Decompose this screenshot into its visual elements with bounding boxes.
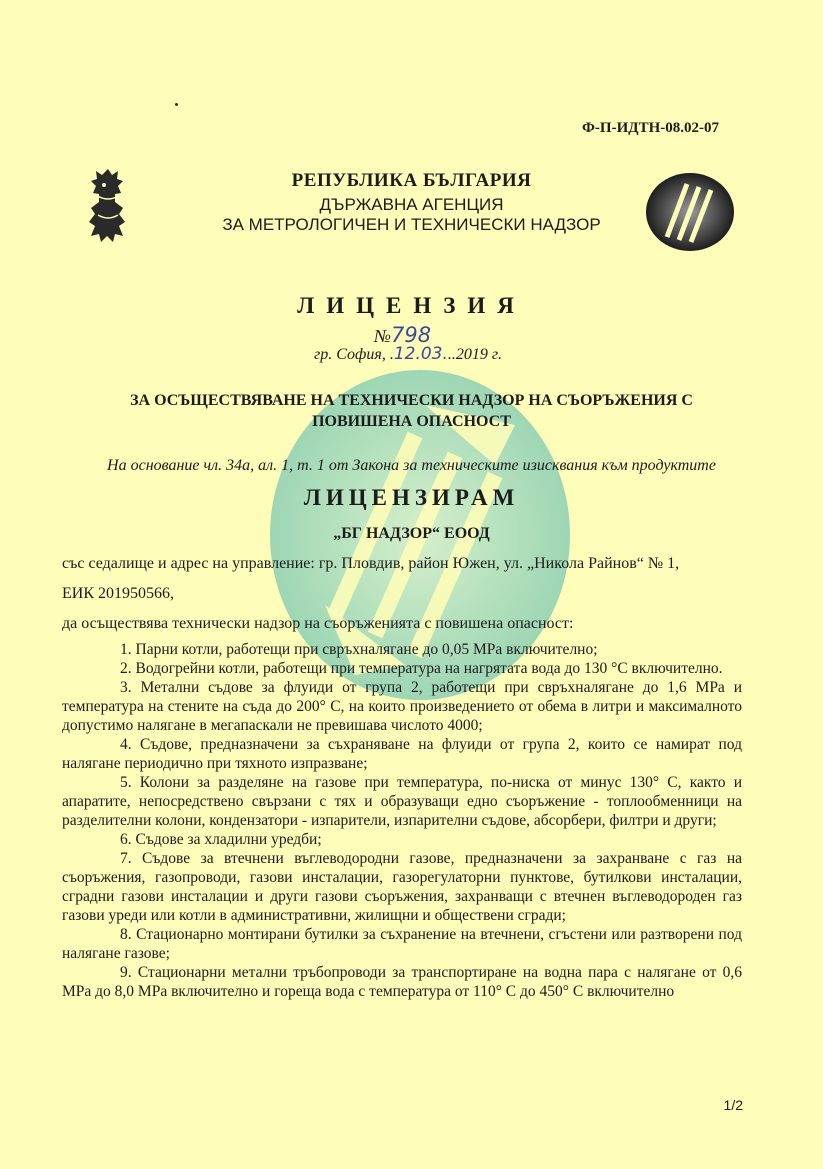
licensing-heading: ЛИЦЕНЗИРАМ: [303, 485, 520, 510]
scan-speck: [175, 103, 178, 106]
number-prefix: №: [374, 326, 391, 346]
list-item: 8. Стационарно монтирани бутилки за съхранение на втечнени, сгъстени или разтворени под налягане газове;: [62, 926, 742, 962]
page-number: 1/2: [723, 1097, 743, 1113]
agency-name-line2: ЗА МЕТРОЛОГИЧЕН И ТЕХНИЧЕСКИ НАДЗОР: [222, 215, 601, 234]
scope-intro: да осъществява технически надзор на съоръженията с повишена опасност:: [62, 615, 574, 632]
list-item: 2. Водогрейни котли, работещи при температура на нагрятата вода до 130 °С включително.: [120, 660, 723, 677]
handwritten-date: 12.03.: [393, 344, 448, 364]
republic-heading: РЕПУБЛИКА БЪЛГАРИЯ: [291, 170, 532, 191]
handwritten-number: 798: [390, 323, 432, 347]
list-item: 1. Парни котли, работещи при свръхналягане до 0,05 МРа включително;: [120, 641, 598, 658]
date-prefix: гр. София, .: [314, 346, 394, 363]
company-eik: ЕИК 201950566,: [62, 585, 174, 602]
list-item: 3. Метални съдове за флуиди от група 2, работещи при свръхналягане до 1,6 МРа и температура на стените на съда до 200° С, на които произведението от обема в литри и максималното допустимо налягане в мегапаскали не превишава числото 4000;: [62, 679, 742, 734]
license-date: [314, 344, 502, 364]
subject-line1: ЗА ОСЪЩЕСТВЯВАНЕ НА ТЕХНИЧЕСКИ НАДЗОР НА СЪОРЪЖЕНИЯ С: [130, 392, 693, 409]
list-item: 5. Колони за разделяне на газове при температура, по-ниска от минус 130° С, както и апаратите, непосредствено свързани с тях и образуващи едно съоръжение - топлообменници на разделителни колони, кондензатори - изпарители, изпарителни съдове, абсорбери, филтри и други;: [62, 774, 742, 829]
subject-line2: ПОВИШЕНА ОПАСНОСТ: [312, 413, 511, 430]
scope-list: [62, 640, 742, 1001]
company-name: „БГ НАДЗОР“ ЕООД: [333, 525, 490, 542]
license-subject: [0, 390, 823, 432]
form-code: Ф-П-ИДТН-08.02-07: [582, 120, 719, 136]
license-title: ЛИЦЕНЗИЯ: [297, 293, 526, 318]
company-address: със седалище и адрес на управление: гр. Пловдив, район Южен, ул. „Никола Райнов“ № 1,: [62, 555, 680, 572]
date-suffix: ..2019 г.: [447, 346, 502, 363]
list-item: 7. Съдове за втечнени въглеводородни газове, предназначени за захранване с газ на съоръжения, газопроводи, газови инсталации, газорегулаторни пунктове, бутилкови инсталации, сградни газови инсталации и други газови съоръжения, захранващи с втечнен въглеводороден газ газови уреди или котли в административни, жилищни и обществени сгради;: [62, 850, 742, 924]
list-item: 9. Стационарни метални тръбопроводи за транспортиране на водна пара с налягане от 0,6 МРа до 8,0 МРа включително и гореща вода с температура от 110° С до 450° С включително: [62, 964, 742, 1000]
agency-name-line1: ДЪРЖАВНА АГЕНЦИЯ: [319, 195, 504, 214]
list-item: 6. Съдове за хладилни уредби;: [120, 831, 322, 848]
legal-basis: На основание чл. 34а, ал. 1, т. 1 от Закона за техническите изисквания към продуктите: [107, 457, 716, 474]
list-item: 4. Съдове, предназначени за съхраняване на флуиди от група 2, които се намират под налягане периодично при тяхното изпразване;: [62, 736, 742, 772]
